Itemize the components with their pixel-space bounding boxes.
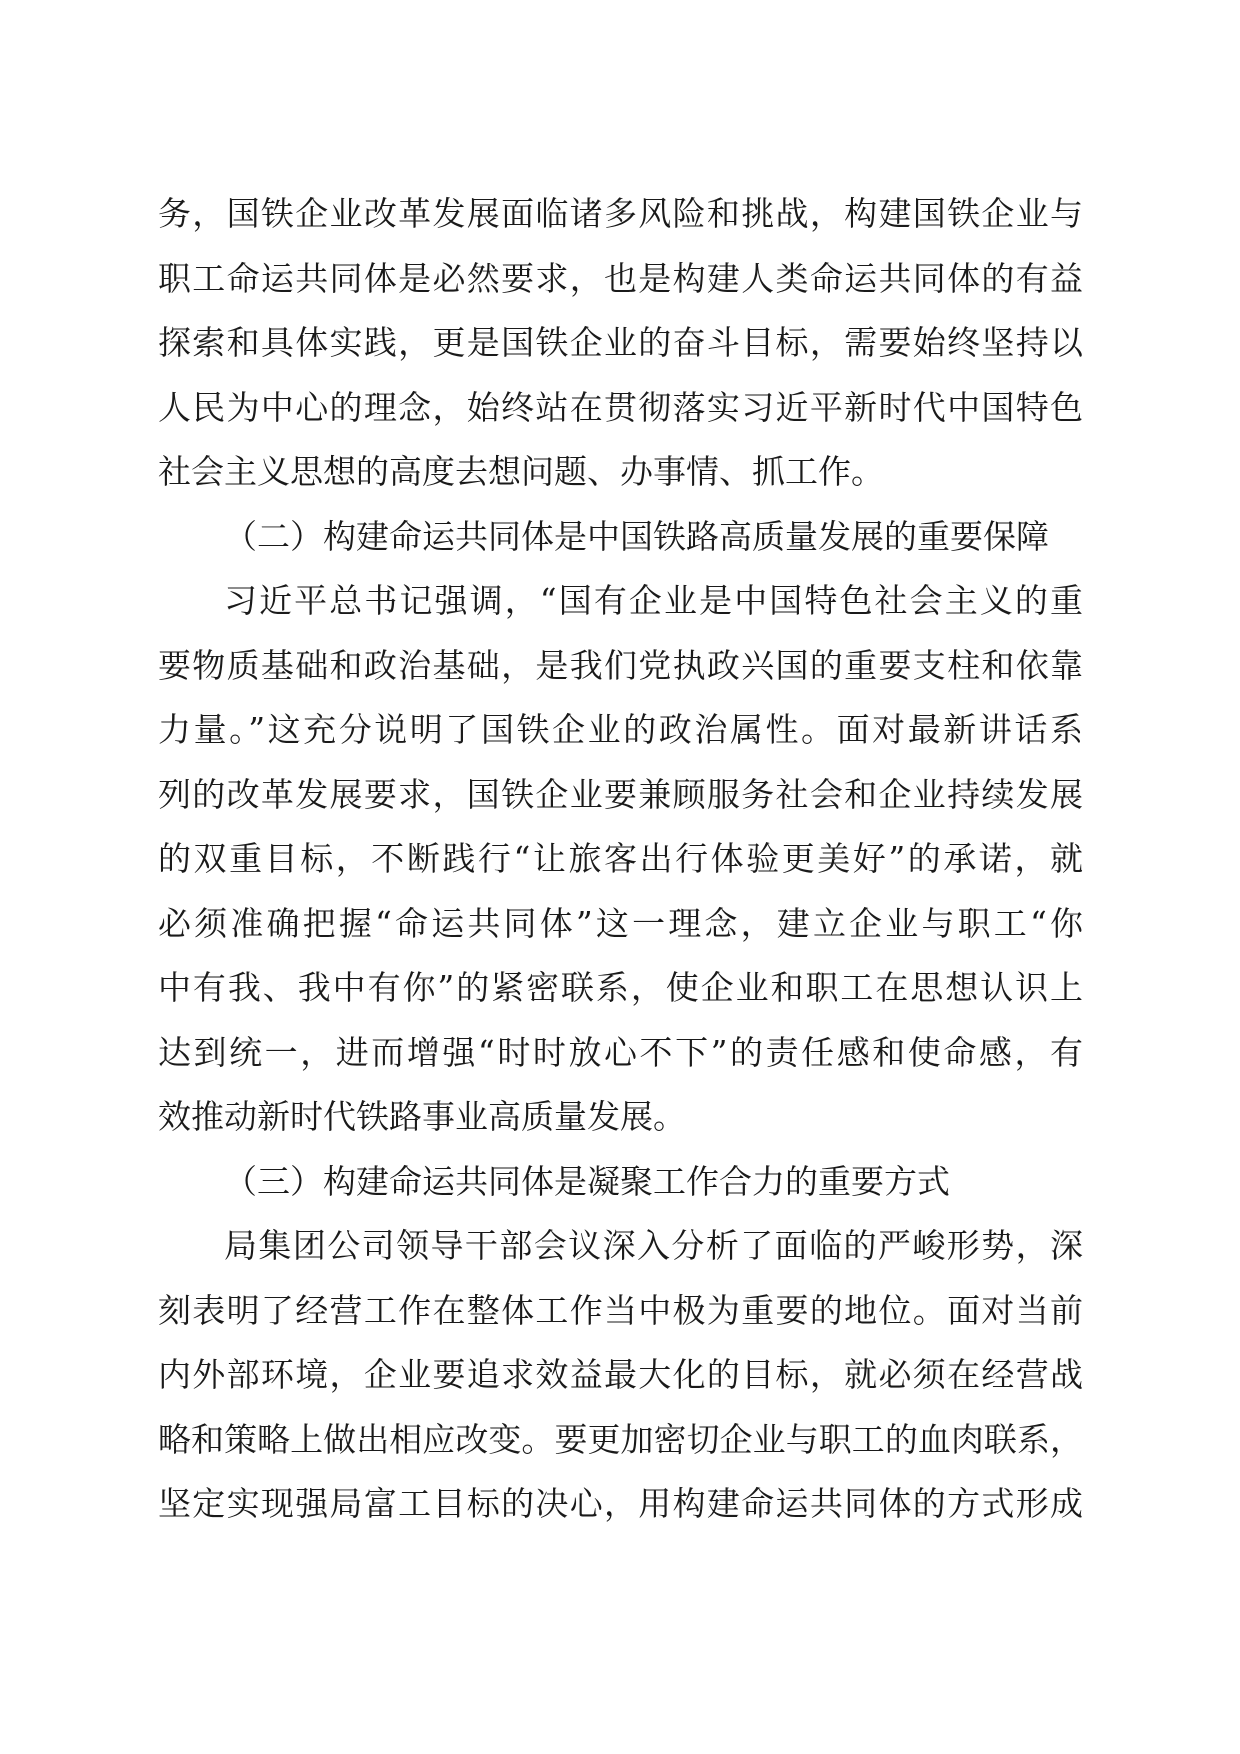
paragraph-line: 社会主义思想的高度去想问题、办事情、抓工作。 <box>158 452 884 491</box>
paragraph-line: 必须准确把握“命运共同体”这一理念，建立企业与职工“你 <box>158 903 1083 943</box>
paragraph-line: 局集团公司领导干部会议深入分析了面临的严峻形势，深 <box>224 1226 1083 1265</box>
paragraph-line: 力量。”这充分说明了国铁企业的政治属性。面对最新讲话系 <box>158 710 1083 749</box>
paragraph-line: 略和策略上做出相应改变。要更加密切企业与职工的血肉联系， <box>158 1419 1083 1459</box>
paragraph-line: 列的改革发展要求，国铁企业要兼顾服务社会和企业持续发展 <box>158 774 1083 814</box>
paragraph-line: 探索和具体实践，更是国铁企业的奋斗目标，需要始终坚持以 <box>158 323 1083 362</box>
paragraph-line: 效推动新时代铁路事业高质量发展。 <box>158 1097 686 1136</box>
section-heading: （三）构建命运共同体是凝聚工作合力的重要方式 <box>224 1161 950 1201</box>
paragraph-line: 坚定实现强局富工目标的决心，用构建命运共同体的方式形成 <box>158 1484 1083 1523</box>
paragraph-line: 务，国铁企业改革发展面临诸多风险和挑战，构建国铁企业与 <box>158 194 1083 233</box>
paragraph-line: 习近平总书记强调，“国有企业是中国特色社会主义的重 <box>224 581 1083 620</box>
paragraph-line: 内外部环境，企业要追求效益最大化的目标，就必须在经营战 <box>158 1355 1083 1394</box>
paragraph-line: 达到统一，进而增强“时时放心不下”的责任感和使命感，有 <box>158 1032 1083 1072</box>
paragraph-line: 刻表明了经营工作在整体工作当中极为重要的地位。面对当前 <box>158 1290 1083 1330</box>
paragraph-line: 中有我、我中有你”的紧密联系，使企业和职工在思想认识上 <box>158 968 1083 1007</box>
paragraph-line: 职工命运共同体是必然要求，也是构建人类命运共同体的有益 <box>158 258 1083 298</box>
paragraph-line: 人民为中心的理念，始终站在贯彻落实习近平新时代中国特色 <box>158 387 1083 427</box>
paragraph-line: 要物质基础和政治基础，是我们党执政兴国的重要支柱和依靠 <box>158 645 1083 685</box>
paragraph-line: 的双重目标，不断践行“让旅客出行体验更美好”的承诺，就 <box>158 839 1083 878</box>
section-heading: （二）构建命运共同体是中国铁路高质量发展的重要保障 <box>224 516 1049 556</box>
body-text <box>158 182 1083 1537</box>
